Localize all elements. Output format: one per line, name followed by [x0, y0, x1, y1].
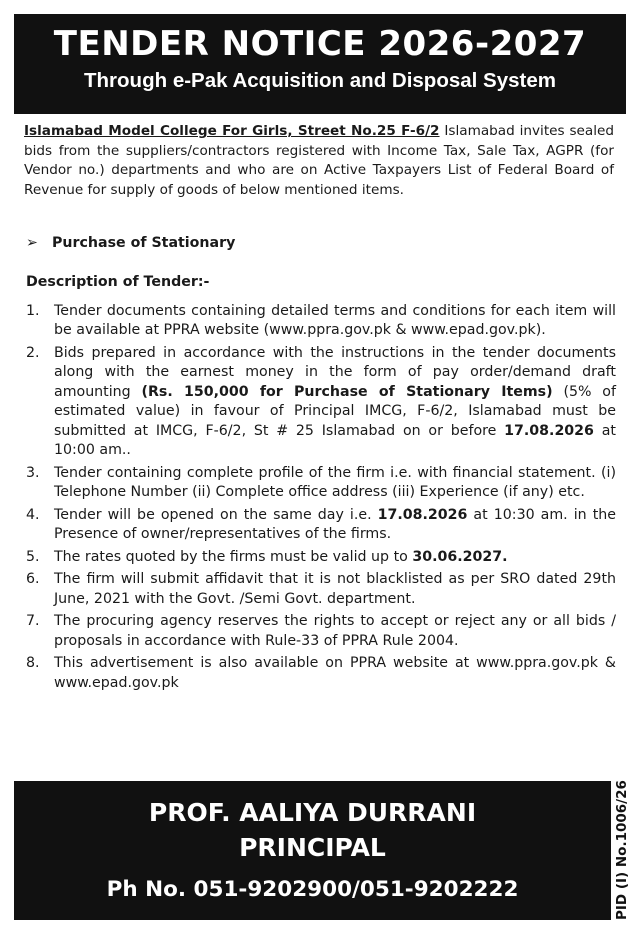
phone-numbers: Ph No. 051-9202900/051-9202222: [106, 877, 519, 902]
intro-text: Islamabad invites sealed bids from the suppliers/contractors registered with Income Tax, Sale Tax, AGPR (for Vendor no.) departments and who are on Active Taxpayers List of Federal Board of Revenue for supply of goods of below mentioned items.: [24, 123, 615, 198]
notice-subtitle: Through e-Pak Acquisition and Disposal System: [84, 69, 556, 92]
principal-name: PROF. AALIYA DURRANI: [148, 798, 477, 827]
list-item: 5. The rates quoted by the firms must be valid up to 30.06.2027.: [26, 548, 508, 565]
list-item: 4. Tender will be opened on the same day i.e. 17.08.2026 at 10:30 am. in the Presence of owner/representatives of the firms.: [26, 506, 616, 543]
list-item: 7. The procuring agency reserves the rights to accept or reject any or all bids / proposals in accordance with Rule-33 of PPRA Rule 2004.: [26, 613, 616, 649]
tender-items-list: [20, 302, 616, 696]
arrow-bullet-icon: ➢: [26, 235, 38, 251]
header-banner: [14, 14, 626, 114]
purchase-label: Purchase of Stationary: [52, 235, 236, 251]
pid-number: PID (I) No.1006/26: [614, 780, 630, 920]
list-item: 2. Bids prepared in accordance with the instructions in the tender documents along with the earnest money in the form of pay order/demand draft amounting (Rs. 150,000 for Purchase of Stationary Items) (5% of estimated value) in favour of Principal IMCG, F-6/2, Islamabad must be submitted at IMCG, F-6/2, St # 25 Islamabad on or before 17.08.2026 at 10:00 am..: [26, 345, 616, 459]
list-item: 1. Tender documents containing detailed terms and conditions for each item will be available at PPRA website (www.ppra.gov.pk & www.epad.gov.pk).: [26, 303, 616, 339]
intro-paragraph: [24, 122, 614, 200]
list-item: 8. This advertisement is also available on PPRA website at www.ppra.gov.pk & www.epad.gov.pk: [26, 655, 616, 691]
principal-title: PRINCIPAL: [239, 833, 386, 862]
description-title: Description of Tender:-: [26, 274, 210, 290]
college-name: Islamabad Model College For Girls, Street No.25 F-6/2: [24, 123, 440, 139]
notice-title: TENDER NOTICE 2026-2027: [53, 24, 587, 64]
purchase-heading: [26, 235, 235, 251]
list-item: 6. The firm will submit affidavit that it is not blacklisted as per SRO dated 29th June, 2021 with the Govt. /Semi Govt. department.: [26, 571, 616, 607]
signature-banner: [14, 781, 611, 920]
list-item: 3. Tender containing complete profile of the firm i.e. with financial statement. (i) Telephone Number (ii) Complete office address (iii) Experience (if any) etc.: [26, 464, 616, 501]
